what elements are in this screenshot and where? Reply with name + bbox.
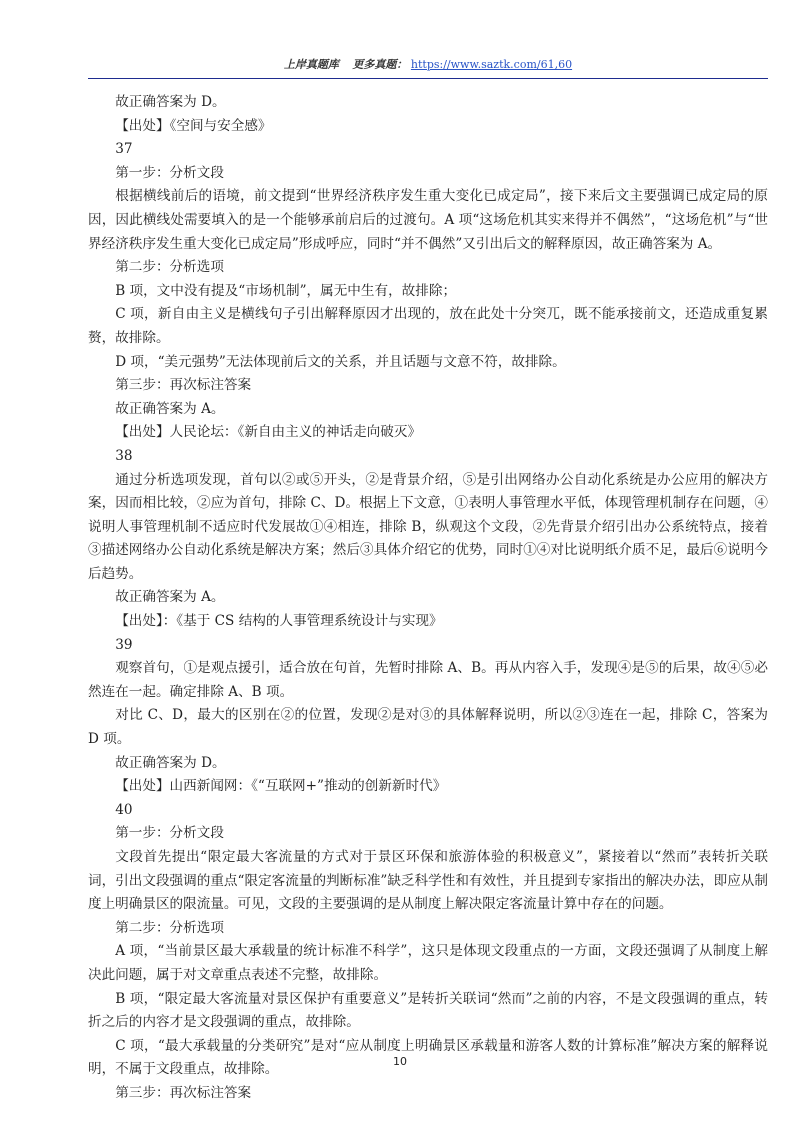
paragraph: 【出处】山西新闻网：《“互联网+”推动的创新新时代》 [115, 778, 447, 795]
paragraph: A 项，“当前景区最大承载量的统计标准不科学”，这只是体现文段重点的一方面，文段还强调了从制度上解决此问题，属于对文章重点表述不完整，故排除。 [88, 943, 768, 983]
paragraph: C 项，“最大承载量的分类研究”是对“应从制度上明确景区承载量和游客人数的计算标准”解决方案的解释说明，不属于文段重点，故排除。 [88, 1037, 768, 1078]
paragraph: 第二步：分析选项 [115, 919, 224, 936]
paragraph: 【出处】《空间与安全感》 [115, 117, 272, 134]
paragraph: 40 [115, 801, 133, 818]
paragraph: B 项，文中没有提及“市场机制”，属无中生有，故排除； [115, 282, 457, 299]
paragraph: 根据横线前后的语境，前文提到“世界经济秩序发生重大变化已成定局”，接下来后文主要强调已成定局的原因，因此横线处需要填入的是一个能够承前启后的过渡句。A 项“这场危机其实来得并不偶然”，“这场危机”与“世界经济秩序发生重大变化已成定局”形成呼应，同时“并不偶然”又引出后文的解释原因，故正确答案为 A。 [88, 188, 768, 252]
paragraph: B 项，“限定最大客流量对景区保护有重要意义”是转折关联词“然而”之前的内容，不是文段强调的重点，转折之后的内容才是文段强调的重点，故排除。 [88, 990, 768, 1031]
paragraph: 文段首先提出“限定最大客流量的方式对于景区环保和旅游体验的积极意义”，紧接着以“然而”表转折关联词，引出文段强调的重点“限定客流量的判断标准”缺乏科学性和有效性，并且提到专家指出的解决办法，即应从制度上明确景区的限流量。可见，文段的主要强调的是从制度上解决限定客流量计算中存在的问题。 [88, 849, 768, 913]
paragraph: 第三步：再次标注答案 [115, 377, 252, 394]
paragraph: 故正确答案为 A。 [115, 589, 225, 606]
paragraph: 观察首句，①是观点援引，适合放在句首，先暂时排除 A、B。再从内容入手，发现④是⑤的后果，故④⑤必然连在一起。确定排除 A、B 项。 [88, 660, 768, 700]
paragraph: 对比 C、D，最大的区别在②的位置，发现②是对③的具体解释说明，所以②③连在一起，排除 C，答案为 D 项。 [88, 707, 768, 748]
header-divider [88, 78, 768, 79]
paragraph: 第三步：再次标注答案 [115, 1084, 252, 1101]
paragraph: 第一步：分析文段 [115, 825, 224, 842]
header-brand: 上岸真题库 [283, 58, 339, 71]
document-body [88, 91, 768, 1106]
paragraph: 37 [115, 141, 133, 158]
paragraph: 【出处】人民论坛：《新自由主义的神话走向破灭》 [115, 424, 422, 441]
paragraph: 通过分析选项发现，首句以②或⑤开头，②是背景介绍，⑤是引出网络办公自动化系统是办公应用的解决方案，因而相比较，②应为首句，排除 C、D。根据上下文意，①表明人事管理水平低，体现管理机制存在问题，④说明人事管理机制不适应时代发展故①④相连，排除 B，纵观这个文段，②先背景介绍引出办公系统特点，接着③描述网络办公自动化系统是解决方案；然后③具体介绍它的优势，同时①④对比说明纸介质不足，最后⑥说明今后趋势。 [88, 471, 768, 582]
page-number: 10 [393, 1055, 407, 1068]
page-header [88, 56, 768, 72]
paragraph: 第二步：分析选项 [115, 259, 224, 276]
paragraph: 故正确答案为 D。 [115, 754, 226, 771]
header-link[interactable]: https://www.saztk.com/61,60 [410, 58, 573, 71]
paragraph: 39 [115, 636, 133, 653]
header-label: 更多真题： [352, 58, 408, 71]
paragraph: 【出处】：《基于 CS 结构的人事管理系统设计与实现》 [115, 613, 443, 630]
paragraph: 第一步：分析文段 [115, 164, 224, 181]
paragraph: C 项，新自由主义是横线句子引出解释原因才出现的，放在此处十分突兀，既不能承接前文，还造成重复累赘，故排除。 [88, 306, 768, 346]
paragraph: 故正确答案为 D。 [115, 94, 226, 110]
paragraph: 38 [115, 447, 133, 464]
paragraph: 故正确答案为 A。 [115, 400, 225, 417]
paragraph: D 项，“美元强势”无法体现前后文的关系，并且话题与文意不符，故排除。 [115, 353, 566, 370]
